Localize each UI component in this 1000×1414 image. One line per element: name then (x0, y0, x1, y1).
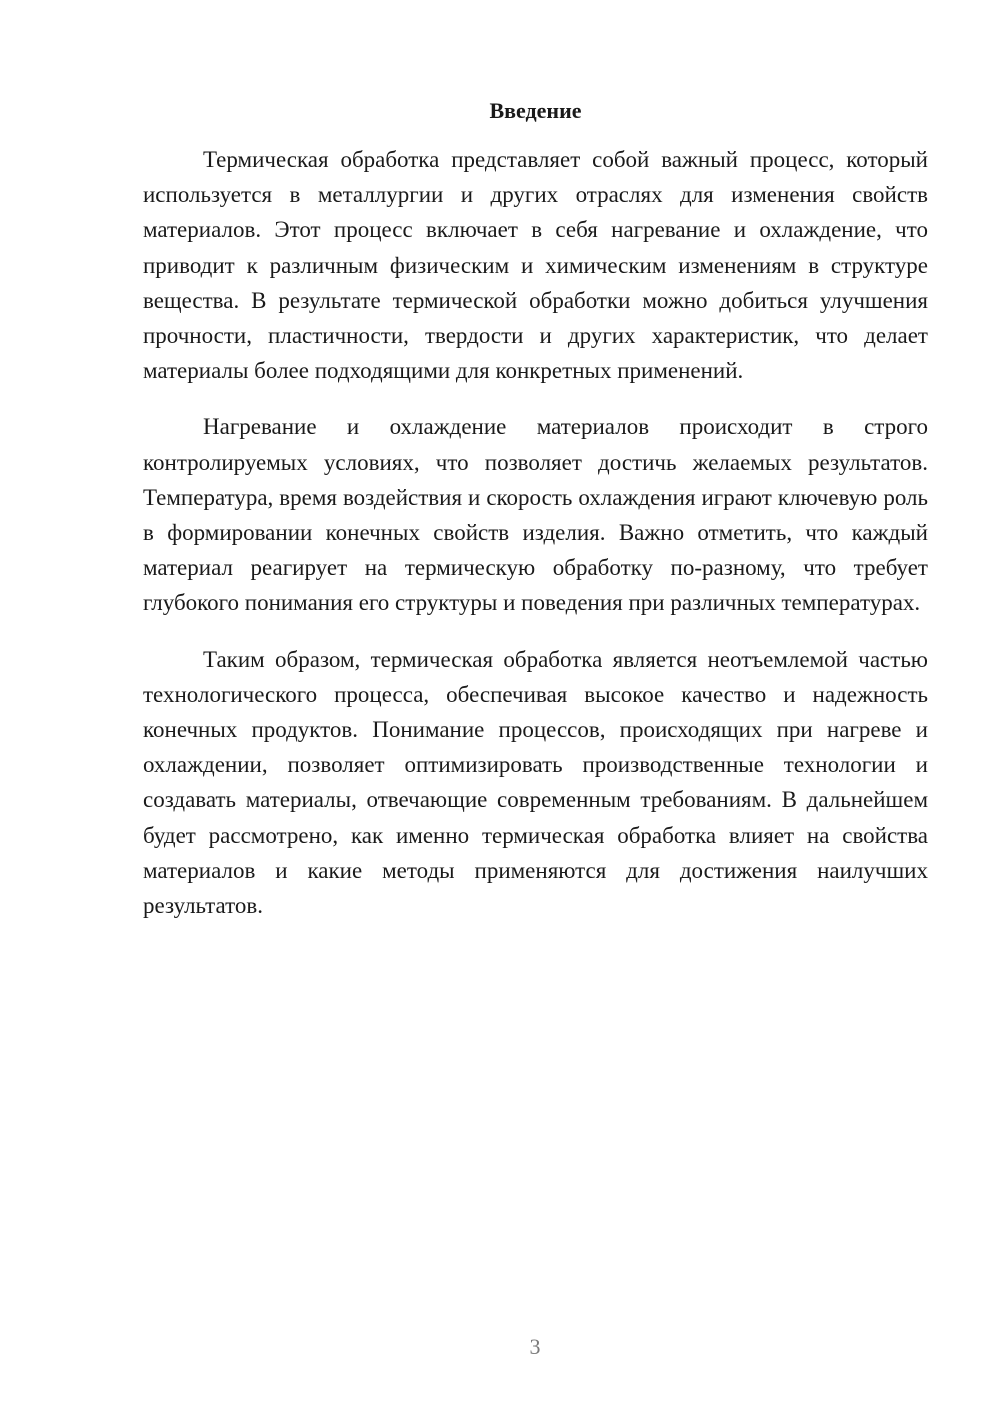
section-heading: Введение (489, 98, 582, 123)
paragraph-3: Таким образом, термическая обработка является неотъемлемой частью технологического процесса, обеспечивая высокое качество и надежность конечных продуктов. Понимание процессов, происходящих при нагреве и охлаждении, позволяет оптимизировать производственные технологии и создавать материалы, отвечающие современным требованиям. В дальнейшем будет рассмотрено, как именно термическая обработка влияет на свойства материалов и какие методы применяются для достижения наилучших результатов. (143, 646, 928, 919)
body-text (143, 142, 928, 923)
paragraph-2: Нагревание и охлаждение материалов происходит в строго контролируемых условиях, что позволяет достичь желаемых результатов. Температура, время воздействия и скорость охлаждения играют ключевую роль в формировании конечных свойств изделия. Важно отметить, что каждый материал реагирует на термическую обработку по-разному, что требует глубокого понимания его структуры и поведения при различных температурах. (143, 414, 928, 616)
paragraph-1: Термическая обработка представляет собой важный процесс, который используется в металлургии и других отраслях для изменения свойств материалов. Этот процесс включает в себя нагревание и охлаждение, что приводит к различным физическим и химическим изменениям в структуре вещества. В результате термической обработки можно добиться улучшения прочности, пластичности, твердости и других характеристик, что делает материалы более подходящими для конкретных применений. (143, 147, 928, 384)
page-number: 3 (529, 1334, 541, 1359)
